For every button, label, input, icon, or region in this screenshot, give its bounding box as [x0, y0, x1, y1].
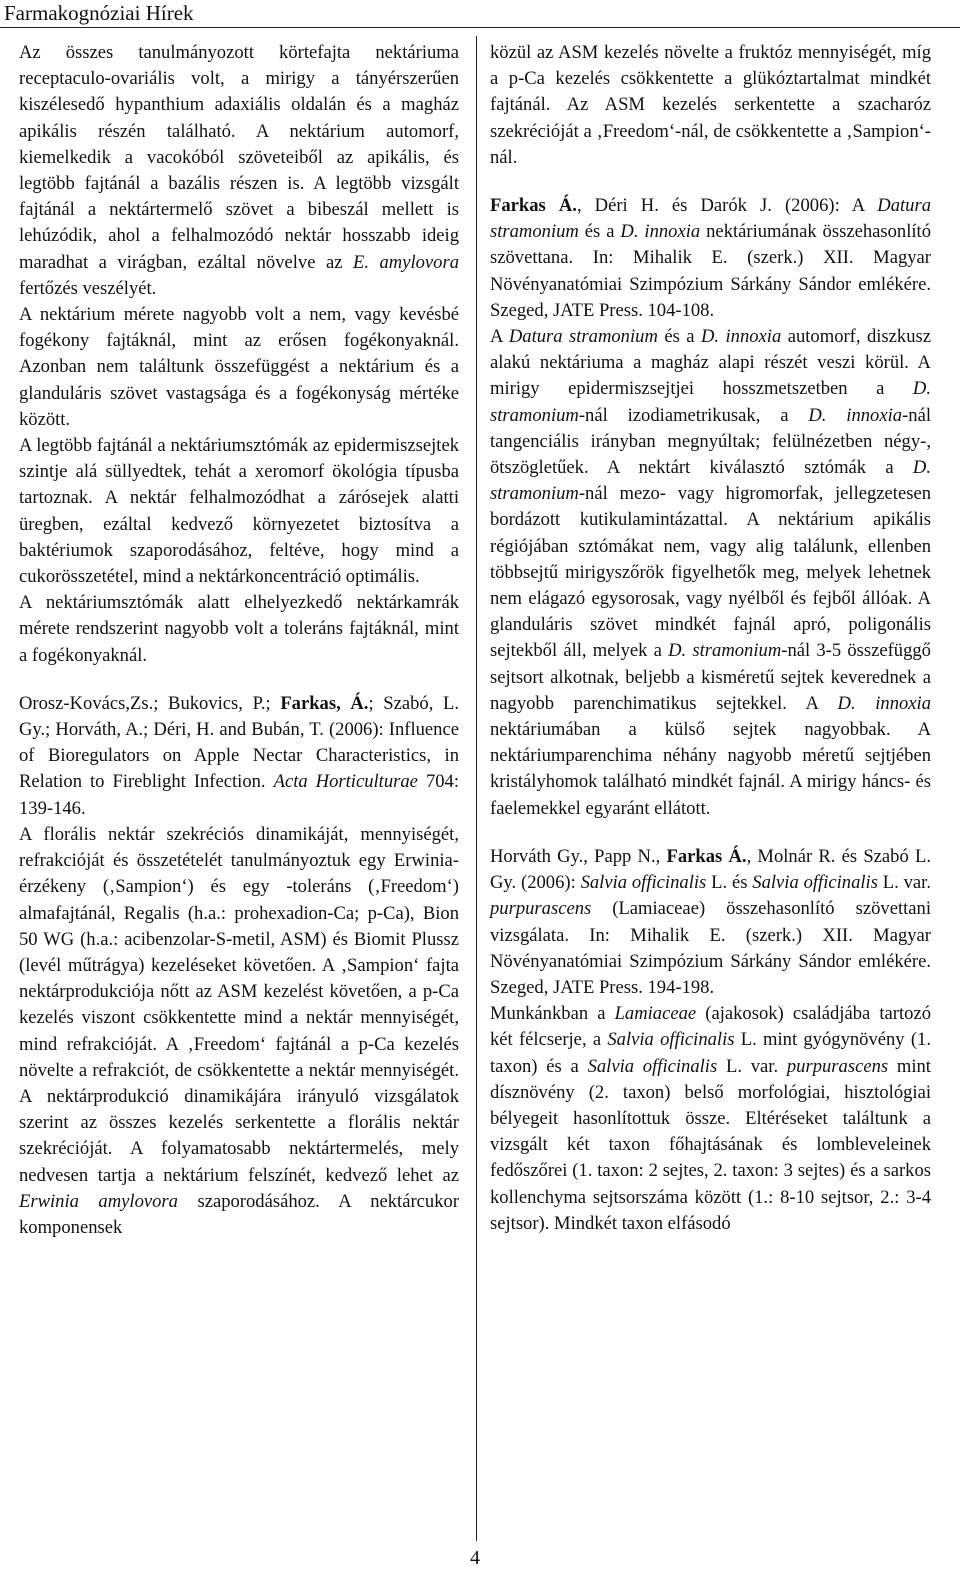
paragraph: közül az ASM kezelés növelte a fruktóz mennyiségét, míg a p-Ca kezelés csökkentette a glükóztartalmat mindkét fajtánál. Az ASM kezelés serkentette a szacharóz szekrécióját a ‚Freedom‘-nál, de csökkentette a ‚Sampion‘-nál.	[490, 42, 931, 168]
reference: Farkas Á., Déri H. és Darók J. (2006): A Datura stramonium és a D. innoxia nektáriumának összehasonlító szövettana. In: Mihalik E. (szerk.) XII. Magyar Növényanatómiai Szimpózium Sárkány Sándor emlékére. Szeged, JATE Press. 104-108.	[490, 195, 932, 321]
paragraph: A nektáriumsztómák alatt elhelyezkedő nektárkamrák mérete rendszerint nagyobb volt a toleráns fajtáknál, mint a fogékonyaknál.	[19, 592, 459, 666]
left-column	[19, 40, 459, 1241]
paragraph: Munkánkban a Lamiaceae (ajakosok) családjába tartozó két félcserje, a Salvia officinalis L. mint gyógynövény (1. taxon) és a Salvia officinalis L. var. purpurascens mint dísznövény (2. taxon) belső morfológiai, hisztológiai bélyegeit hasonlítottuk össze. Eltéréseket találtunk a vizsgált két taxon főhajtásának és lombleveleinek fedőszőrei (1. taxon: 2 sejtes, 2. taxon: 3 sejtes) és a sarkos kollenchyma sejtsorszáma között (1.: 8-10 sejtsor, 2.: 3-4 sejtsor). Mindkét taxon elfásodó	[490, 1003, 932, 1234]
journal-title: Farmakognóziai Hírek	[4, 1, 194, 25]
paragraph: A legtöbb fajtánál a nektáriumsztómák az epidermiszsejtek szintje alá süllyedtek, tehát a xeromorf ökológia típusba tartoznak. A nektár felhalmozódhat a zárósejek alatti üregben, ezáltal kedvező környezetet biztosítva a baktériumok szaporodásához, feltéve, hogy mind a cukorösszetétel, mind a nektárkoncentráció optimális.	[19, 435, 459, 588]
reference: Horváth Gy., Papp N., Farkas Á., Molnár R. és Szabó L. Gy. (2006): Salvia officinalis L. és Salvia officinalis L. var. purpurascens (Lamiaceae) összehasonlító szövettani vizsgálata. In: Mihalik E. (szerk.) XII. Magyar Növényanatómiai Szimpózium Sárkány Sándor emlékére. Szeged, JATE Press. 194-198.	[490, 845, 931, 998]
reference: Orosz-Kovács,Zs.; Bukovics, P.; Farkas, Á.; Szabó, L. Gy.; Horváth, A.; Déri, H. and Bubán, T. (2006): Influence of Bioregulators on Apple Nectar Characteristics, in Relation to Fireblight Infection. Acta Horticulturae 704: 139-146.	[19, 692, 460, 819]
paragraph: A florális nektár szekréciós dinamikáját, mennyiségét, refrakcióját és összetételét tanulmányoztuk egy Erwinia-érzékeny (‚Sampion‘) és egy -toleráns (‚Freedom‘) almafajtánál, Regalis (h.a.: prohexadion-Ca; p-Ca), Bion 50 WG (h.a.: acibenzolar-S-metil, ASM) és Biomit Plussz (levél műtrágya) kezeléseket követően. A ‚Sampion‘ fajta nektárprodukciója nőtt az ASM kezelést követően, a p-Ca kezelés viszont csökkentette mind a nektár mennyiségét, mind refrakcióját. A ‚Freedom‘ fajtánál a p-Ca kezelés növelte a refrakciót, de csökkentette a nektár mennyiségét. A nektárprodukció dinamikájára irányuló vizsgálatok szerint az összes kezelés serkentette a florális nektár szekrécióját. A folyamatosabb nektártermelés, mely nedvesen tartja a nektárium felszínét, kedvező lehet az Erwinia amylovora szaporodásához. A nektárcukor komponensek	[19, 823, 459, 1238]
paragraph: A nektárium mérete nagyobb volt a nem, vagy kevésbé fogékony fajtáknál, mint az erősen fogékonyaknál. Azonban nem találtunk összefüggést a nektárium és a glanduláris szövet vastagsága és a fogékonyság mértéke között.	[19, 304, 459, 430]
page-number: 4	[470, 1547, 480, 1569]
paragraph: A Datura stramonium és a D. innoxia automorf, diszkusz alakú nektáriuma a magház alapi részét veszi körül. A mirigy epidermiszsejtjei hosszmetszetben a D. stramonium-nál izodiametrikusak, a D. innoxia-nál tangenciális irányban megnyúltak; felülnézetben négy-, ötszögletűek. A nektárt kiválasztó sztómák a D. stramonium-nál mezo- vagy higromorfak, jellegzetesen bordázott kutikulamintázattal. A nektárium apikális régiójában sztómákat nem, vagy alig találunk, ellenben többsejtű mirigyszőrök figyelhetők meg, melyek lehetnek nem elágazó egysorosak, vagy nyélből és fejből állóak. A glanduláris szövet mindkét fajnál apró, poligonális sejtekből áll, melyek a D. stramonium-nál 3-5 összefüggő sejtsort alkotnak, beljebb a kisméretű sejtek keverednek a nagyobb parenchimatikus sejtekkel. A D. innoxia nektáriumában a külső sejtek nagyobbak. A nektáriumparenchima néhány nagyobb méretű sejtjében kristályhomok található mindkét fajnál. A mirigy háncs- és faelemekkel egyaránt ellátott.	[490, 326, 932, 819]
right-column	[490, 40, 931, 1237]
paragraph: Az összes tanulmányozott körtefajta nektáriuma receptaculo-ovariális volt, a mirigy a tányérszerűen kiszélesedő hypanthium adaxiális oldalán és a magház apikális részén található. A nektárium automorf, kiemelkedik a vacokóból szöveteiből az apikális, és legtöbb fajtánál a bazális részen is. A legtöbb vizsgált fajtánál a nektártermelő szövet a bibeszál mellett is lehúzódik, ahol a felhalmozódó nektár hosszabb ideig maradhat a virágban, ezáltal növelve az E. amylovora fertőzés veszélyét.	[19, 42, 459, 299]
column-divider	[476, 36, 477, 1541]
running-header	[0, 0, 960, 28]
